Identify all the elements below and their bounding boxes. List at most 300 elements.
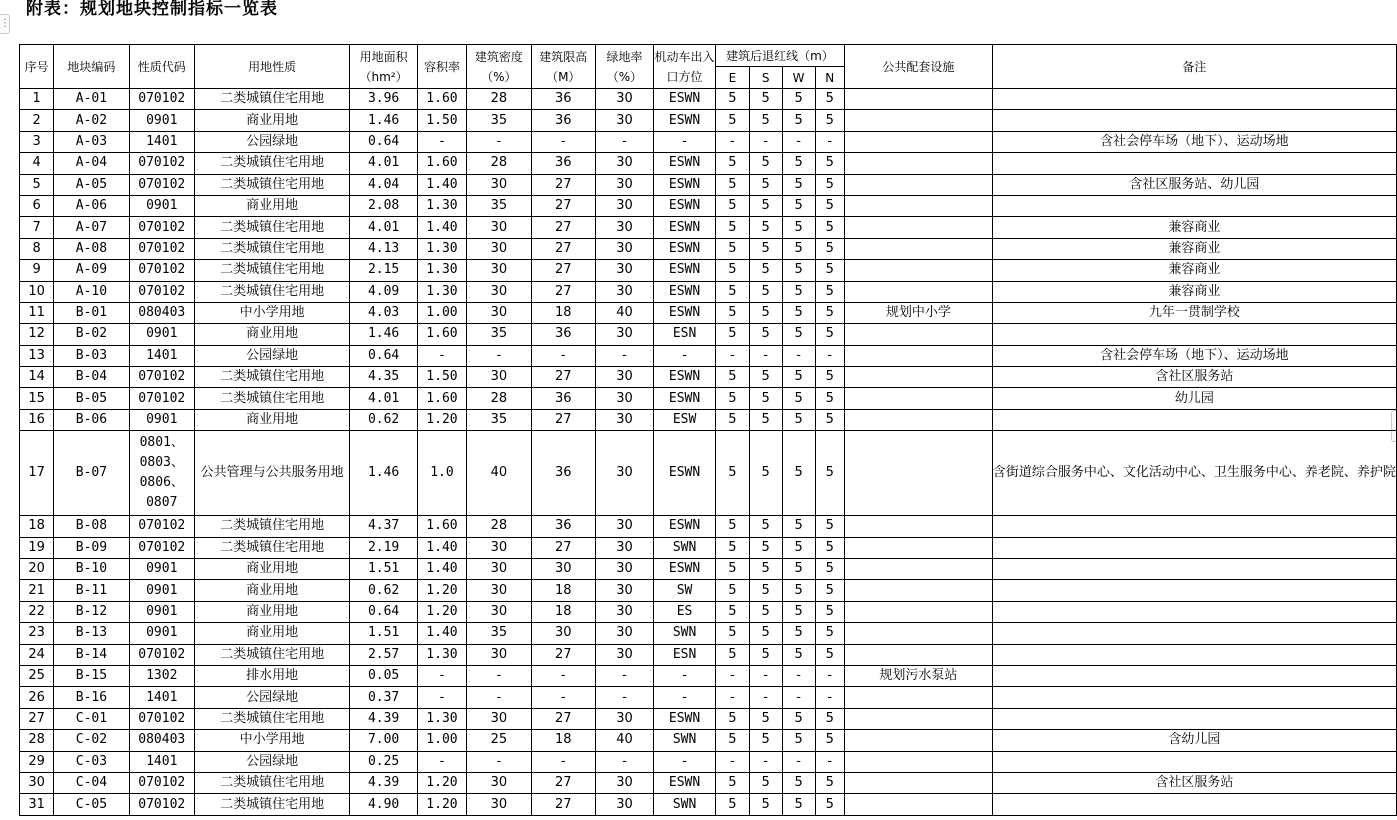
cell-setback-w: 5: [782, 195, 815, 216]
cell-facility: [844, 260, 992, 281]
cell-block-code: B-14: [54, 644, 129, 665]
cell-land-use: 二类城镇住宅用地: [194, 281, 349, 302]
cell-setback-s: 5: [749, 174, 782, 195]
cell-density: 30: [467, 772, 532, 793]
cell-facility: [844, 772, 992, 793]
cell-land-use: 商业用地: [194, 559, 349, 580]
cell-land-use: 二类城镇住宅用地: [194, 367, 349, 388]
cell-nature-code: 070102: [129, 174, 194, 195]
cell-nature-code: 070102: [129, 772, 194, 793]
cell-block-code: C-04: [54, 772, 129, 793]
cell-seq: 25: [20, 665, 54, 686]
cell-setback-n: -: [815, 751, 844, 772]
cell-setback-e: -: [716, 345, 750, 366]
header-setback-e: E: [716, 67, 750, 89]
cell-green-rate: 30: [595, 195, 653, 216]
cell-setback-w: -: [782, 131, 815, 152]
cell-note: [992, 516, 1396, 537]
table-row: [20, 367, 1397, 388]
cell-setback-w: -: [782, 665, 815, 686]
cell-setback-s: 5: [749, 708, 782, 729]
cell-note: 兼容商业: [992, 238, 1396, 259]
cell-green-rate: 30: [595, 174, 653, 195]
cell-setback-s: 5: [749, 302, 782, 323]
cell-note: [992, 623, 1396, 644]
cell-land-use: 商业用地: [194, 195, 349, 216]
cell-area: 2.19: [350, 537, 418, 558]
panel-toggle-handle[interactable]: [0, 14, 10, 34]
cell-note: 九年一贯制学校: [992, 302, 1396, 323]
cell-access: ESN: [654, 324, 716, 345]
cell-setback-e: -: [716, 131, 750, 152]
cell-setback-w: 5: [782, 580, 815, 601]
cell-note: 兼容商业: [992, 281, 1396, 302]
cell-block-code: B-03: [54, 345, 129, 366]
cell-height-limit: 36: [531, 153, 595, 174]
cell-access: -: [654, 687, 716, 708]
cell-density: 30: [467, 708, 532, 729]
cell-setback-w: 5: [782, 217, 815, 238]
table-row: [20, 281, 1397, 302]
cell-setback-n: -: [815, 687, 844, 708]
table-row: [20, 623, 1397, 644]
cell-green-rate: 30: [595, 217, 653, 238]
cell-access: ESWN: [654, 217, 716, 238]
cell-note: [992, 89, 1396, 110]
cell-land-use: 商业用地: [194, 601, 349, 622]
cell-area: 4.37: [350, 516, 418, 537]
cell-setback-n: 5: [815, 644, 844, 665]
cell-height-limit: 27: [531, 281, 595, 302]
cell-nature-code: 0801、 0803、 0806、 0807: [129, 431, 194, 516]
cell-seq: 21: [20, 580, 54, 601]
cell-setback-s: 5: [749, 89, 782, 110]
cell-facility: [844, 174, 992, 195]
cell-seq: 9: [20, 260, 54, 281]
cell-green-rate: 30: [595, 559, 653, 580]
page-title: 附表：规划地块控制指标一览表: [26, 0, 278, 19]
cell-block-code: A-02: [54, 110, 129, 131]
cell-setback-n: 5: [815, 367, 844, 388]
cell-far: 1.60: [417, 153, 466, 174]
cell-setback-e: -: [716, 751, 750, 772]
cell-block-code: A-06: [54, 195, 129, 216]
table-row: [20, 665, 1397, 686]
cell-density: 30: [467, 238, 532, 259]
cell-access: SW: [654, 580, 716, 601]
cell-area: 4.35: [350, 367, 418, 388]
cell-access: ESWN: [654, 153, 716, 174]
cell-note: [992, 537, 1396, 558]
cell-area: 4.01: [350, 388, 418, 409]
cell-facility: [844, 431, 992, 516]
cell-facility: [844, 281, 992, 302]
cell-density: 28: [467, 89, 532, 110]
table-row: [20, 260, 1397, 281]
table-row: [20, 153, 1397, 174]
table-row: [20, 324, 1397, 345]
cell-block-code: B-12: [54, 601, 129, 622]
cell-access: -: [654, 665, 716, 686]
cell-setback-w: -: [782, 687, 815, 708]
cell-setback-w: 5: [782, 388, 815, 409]
header-block-code: 地块编码: [54, 45, 129, 89]
cell-note: [992, 409, 1396, 430]
cell-setback-w: 5: [782, 623, 815, 644]
cell-setback-n: 5: [815, 559, 844, 580]
cell-height-limit: 36: [531, 516, 595, 537]
cell-setback-s: 5: [749, 794, 782, 815]
cell-land-use: 中小学用地: [194, 302, 349, 323]
cell-note: [992, 153, 1396, 174]
cell-land-use: 公园绿地: [194, 687, 349, 708]
table-row: [20, 345, 1397, 366]
cell-land-use: 二类城镇住宅用地: [194, 794, 349, 815]
cell-block-code: B-05: [54, 388, 129, 409]
cell-note: 含社区服务站: [992, 367, 1396, 388]
more-dots-icon: ⋮: [0, 18, 10, 29]
cell-height-limit: 27: [531, 238, 595, 259]
cell-block-code: C-05: [54, 794, 129, 815]
cell-access: ESWN: [654, 559, 716, 580]
cell-note: [992, 559, 1396, 580]
cell-note: [992, 644, 1396, 665]
cell-setback-e: 5: [716, 730, 750, 751]
cell-access: ESWN: [654, 388, 716, 409]
cell-far: 1.00: [417, 302, 466, 323]
cell-note: [992, 751, 1396, 772]
cell-facility: [844, 409, 992, 430]
cell-facility: [844, 153, 992, 174]
cell-setback-e: 5: [716, 195, 750, 216]
cell-green-rate: 30: [595, 537, 653, 558]
cell-facility: [844, 623, 992, 644]
cell-setback-w: 5: [782, 110, 815, 131]
cell-nature-code: 080403: [129, 302, 194, 323]
cell-green-rate: 30: [595, 367, 653, 388]
cell-setback-e: -: [716, 665, 750, 686]
cell-area: 4.01: [350, 153, 418, 174]
cell-nature-code: 070102: [129, 217, 194, 238]
cell-nature-code: 0901: [129, 559, 194, 580]
cell-setback-e: 5: [716, 388, 750, 409]
cell-far: 1.30: [417, 238, 466, 259]
cell-density: 30: [467, 174, 532, 195]
cell-green-rate: -: [595, 687, 653, 708]
cell-setback-e: 5: [716, 794, 750, 815]
cell-access: SWN: [654, 794, 716, 815]
cell-setback-n: 5: [815, 238, 844, 259]
cell-seq: 16: [20, 409, 54, 430]
cell-nature-code: 0901: [129, 601, 194, 622]
cell-nature-code: 0901: [129, 110, 194, 131]
cell-seq: 11: [20, 302, 54, 323]
cell-setback-w: -: [782, 751, 815, 772]
cell-setback-e: 5: [716, 772, 750, 793]
cell-setback-w: 5: [782, 794, 815, 815]
cell-nature-code: 0901: [129, 623, 194, 644]
cell-facility: [844, 388, 992, 409]
cell-setback-n: 5: [815, 324, 844, 345]
cell-green-rate: 30: [595, 388, 653, 409]
cell-note: [992, 195, 1396, 216]
cell-seq: 7: [20, 217, 54, 238]
cell-area: 4.39: [350, 772, 418, 793]
cell-area: 0.62: [350, 580, 418, 601]
cell-note: [992, 601, 1396, 622]
table-row: [20, 559, 1397, 580]
cell-setback-e: 5: [716, 580, 750, 601]
cell-area: 0.64: [350, 345, 418, 366]
cell-green-rate: 30: [595, 708, 653, 729]
cell-green-rate: 30: [595, 431, 653, 516]
cell-green-rate: 30: [595, 772, 653, 793]
cell-setback-n: 5: [815, 89, 844, 110]
cell-land-use: 公园绿地: [194, 131, 349, 152]
cell-block-code: B-04: [54, 367, 129, 388]
header-setback-w: W: [782, 67, 815, 89]
cell-nature-code: 070102: [129, 260, 194, 281]
cell-far: 1.40: [417, 217, 466, 238]
cell-access: ESWN: [654, 302, 716, 323]
cell-setback-n: 5: [815, 730, 844, 751]
cell-density: 30: [467, 559, 532, 580]
cell-green-rate: 40: [595, 302, 653, 323]
cell-area: 2.57: [350, 644, 418, 665]
cell-setback-e: 5: [716, 559, 750, 580]
header-height-limit: 建筑限高（M）: [531, 45, 595, 89]
cell-facility: [844, 110, 992, 131]
cell-setback-s: 5: [749, 367, 782, 388]
cell-far: 1.50: [417, 367, 466, 388]
cell-setback-n: 5: [815, 623, 844, 644]
cell-access: ESW: [654, 409, 716, 430]
cell-far: 1.20: [417, 794, 466, 815]
cell-setback-w: 5: [782, 431, 815, 516]
cell-setback-n: 5: [815, 794, 844, 815]
cell-note: 含社会停车场（地下）、运动场地: [992, 131, 1396, 152]
cell-facility: [844, 345, 992, 366]
cell-seq: 2: [20, 110, 54, 131]
cell-green-rate: 30: [595, 644, 653, 665]
cell-green-rate: -: [595, 665, 653, 686]
cell-height-limit: 36: [531, 431, 595, 516]
cell-seq: 17: [20, 431, 54, 516]
cell-setback-s: 5: [749, 388, 782, 409]
cell-height-limit: 27: [531, 772, 595, 793]
cell-setback-w: 5: [782, 367, 815, 388]
cell-access: ESWN: [654, 516, 716, 537]
cell-setback-n: 5: [815, 601, 844, 622]
cell-density: 28: [467, 516, 532, 537]
cell-height-limit: 27: [531, 708, 595, 729]
cell-density: 30: [467, 794, 532, 815]
cell-note: 兼容商业: [992, 217, 1396, 238]
table-row: [20, 217, 1397, 238]
cell-setback-n: -: [815, 665, 844, 686]
cell-far: -: [417, 345, 466, 366]
cell-block-code: A-01: [54, 89, 129, 110]
cell-area: 1.46: [350, 110, 418, 131]
cell-area: 0.64: [350, 131, 418, 152]
cell-land-use: 商业用地: [194, 409, 349, 430]
cell-height-limit: -: [531, 665, 595, 686]
cell-block-code: B-09: [54, 537, 129, 558]
cell-density: 30: [467, 537, 532, 558]
cell-seq: 29: [20, 751, 54, 772]
cell-block-code: A-07: [54, 217, 129, 238]
cell-nature-code: 0901: [129, 409, 194, 430]
cell-setback-w: 5: [782, 730, 815, 751]
cell-facility: [844, 89, 992, 110]
cell-land-use: 二类城镇住宅用地: [194, 153, 349, 174]
cell-nature-code: 070102: [129, 153, 194, 174]
cell-setback-e: 5: [716, 601, 750, 622]
cell-nature-code: 0901: [129, 324, 194, 345]
cell-green-rate: 30: [595, 794, 653, 815]
cell-access: -: [654, 751, 716, 772]
cell-setback-s: 5: [749, 601, 782, 622]
cell-access: ESWN: [654, 367, 716, 388]
cell-facility: [844, 687, 992, 708]
cell-area: 4.04: [350, 174, 418, 195]
cell-access: ESWN: [654, 281, 716, 302]
cell-green-rate: 30: [595, 110, 653, 131]
cell-far: 1.20: [417, 772, 466, 793]
table-row: [20, 794, 1397, 815]
cell-green-rate: 30: [595, 153, 653, 174]
cell-seq: 19: [20, 537, 54, 558]
cell-block-code: B-06: [54, 409, 129, 430]
table-row: [20, 751, 1397, 772]
cell-area: 7.00: [350, 730, 418, 751]
cell-facility: [844, 580, 992, 601]
cell-setback-s: -: [749, 687, 782, 708]
cell-seq: 14: [20, 367, 54, 388]
cell-setback-e: 5: [716, 302, 750, 323]
cell-setback-w: 5: [782, 708, 815, 729]
cell-seq: 18: [20, 516, 54, 537]
cell-height-limit: 18: [531, 580, 595, 601]
cell-area: 2.15: [350, 260, 418, 281]
table-row: [20, 302, 1397, 323]
cell-setback-w: 5: [782, 409, 815, 430]
cell-area: 4.01: [350, 217, 418, 238]
cell-setback-s: 5: [749, 153, 782, 174]
cell-area: 4.13: [350, 238, 418, 259]
cell-setback-e: 5: [716, 153, 750, 174]
cell-land-use: 二类城镇住宅用地: [194, 644, 349, 665]
cell-access: ESWN: [654, 772, 716, 793]
cell-land-use: 二类城镇住宅用地: [194, 217, 349, 238]
cell-setback-w: 5: [782, 281, 815, 302]
cell-seq: 1: [20, 89, 54, 110]
cell-setback-w: 5: [782, 601, 815, 622]
cell-far: 1.20: [417, 409, 466, 430]
table-row: [20, 238, 1397, 259]
cell-density: -: [467, 131, 532, 152]
cell-nature-code: 0901: [129, 580, 194, 601]
cell-density: 35: [467, 409, 532, 430]
cell-far: 1.40: [417, 174, 466, 195]
cell-height-limit: 36: [531, 388, 595, 409]
cell-density: 28: [467, 388, 532, 409]
cell-access: -: [654, 131, 716, 152]
cell-far: 1.60: [417, 89, 466, 110]
cell-land-use: 公园绿地: [194, 751, 349, 772]
cell-setback-e: 5: [716, 281, 750, 302]
cell-note: 兼容商业: [992, 260, 1396, 281]
cell-seq: 5: [20, 174, 54, 195]
cell-setback-w: 5: [782, 153, 815, 174]
cell-height-limit: 18: [531, 730, 595, 751]
cell-access: SWN: [654, 623, 716, 644]
cell-seq: 28: [20, 730, 54, 751]
cell-area: 0.37: [350, 687, 418, 708]
cell-facility: [844, 195, 992, 216]
cell-nature-code: 1401: [129, 687, 194, 708]
cell-setback-s: 5: [749, 260, 782, 281]
cell-nature-code: 070102: [129, 89, 194, 110]
cell-seq: 6: [20, 195, 54, 216]
cell-access: ES: [654, 601, 716, 622]
cell-far: 1.30: [417, 195, 466, 216]
header-facility: 公共配套设施: [844, 45, 992, 89]
cell-access: ESWN: [654, 174, 716, 195]
cell-setback-w: 5: [782, 260, 815, 281]
cell-land-use: 商业用地: [194, 110, 349, 131]
cell-height-limit: 27: [531, 537, 595, 558]
cell-setback-n: 5: [815, 431, 844, 516]
cell-density: 30: [467, 281, 532, 302]
cell-setback-e: 5: [716, 110, 750, 131]
control-index-table: [19, 44, 1397, 816]
cell-setback-n: 5: [815, 281, 844, 302]
cell-block-code: C-02: [54, 730, 129, 751]
cell-height-limit: 27: [531, 409, 595, 430]
cell-setback-s: 5: [749, 238, 782, 259]
cell-access: ESWN: [654, 708, 716, 729]
cell-far: -: [417, 665, 466, 686]
cell-facility: [844, 751, 992, 772]
cell-nature-code: 070102: [129, 708, 194, 729]
cell-setback-n: 5: [815, 195, 844, 216]
cell-nature-code: 1302: [129, 665, 194, 686]
cell-facility: [844, 131, 992, 152]
cell-green-rate: -: [595, 131, 653, 152]
cell-nature-code: 070102: [129, 794, 194, 815]
cell-setback-n: 5: [815, 110, 844, 131]
cell-land-use: 二类城镇住宅用地: [194, 174, 349, 195]
header-far: 容积率: [417, 45, 466, 89]
cell-note: 含幼儿园: [992, 730, 1396, 751]
cell-setback-e: 5: [716, 644, 750, 665]
cell-facility: [844, 324, 992, 345]
cell-seq: 24: [20, 644, 54, 665]
cell-density: 30: [467, 260, 532, 281]
table-row: [20, 537, 1397, 558]
cell-facility: [844, 644, 992, 665]
cell-setback-w: 5: [782, 559, 815, 580]
header-setback-n: N: [815, 67, 844, 89]
cell-setback-s: 5: [749, 516, 782, 537]
cell-facility: [844, 367, 992, 388]
cell-setback-n: 5: [815, 708, 844, 729]
cell-seq: 15: [20, 388, 54, 409]
table-row: [20, 730, 1397, 751]
cell-setback-n: -: [815, 345, 844, 366]
cell-seq: 8: [20, 238, 54, 259]
